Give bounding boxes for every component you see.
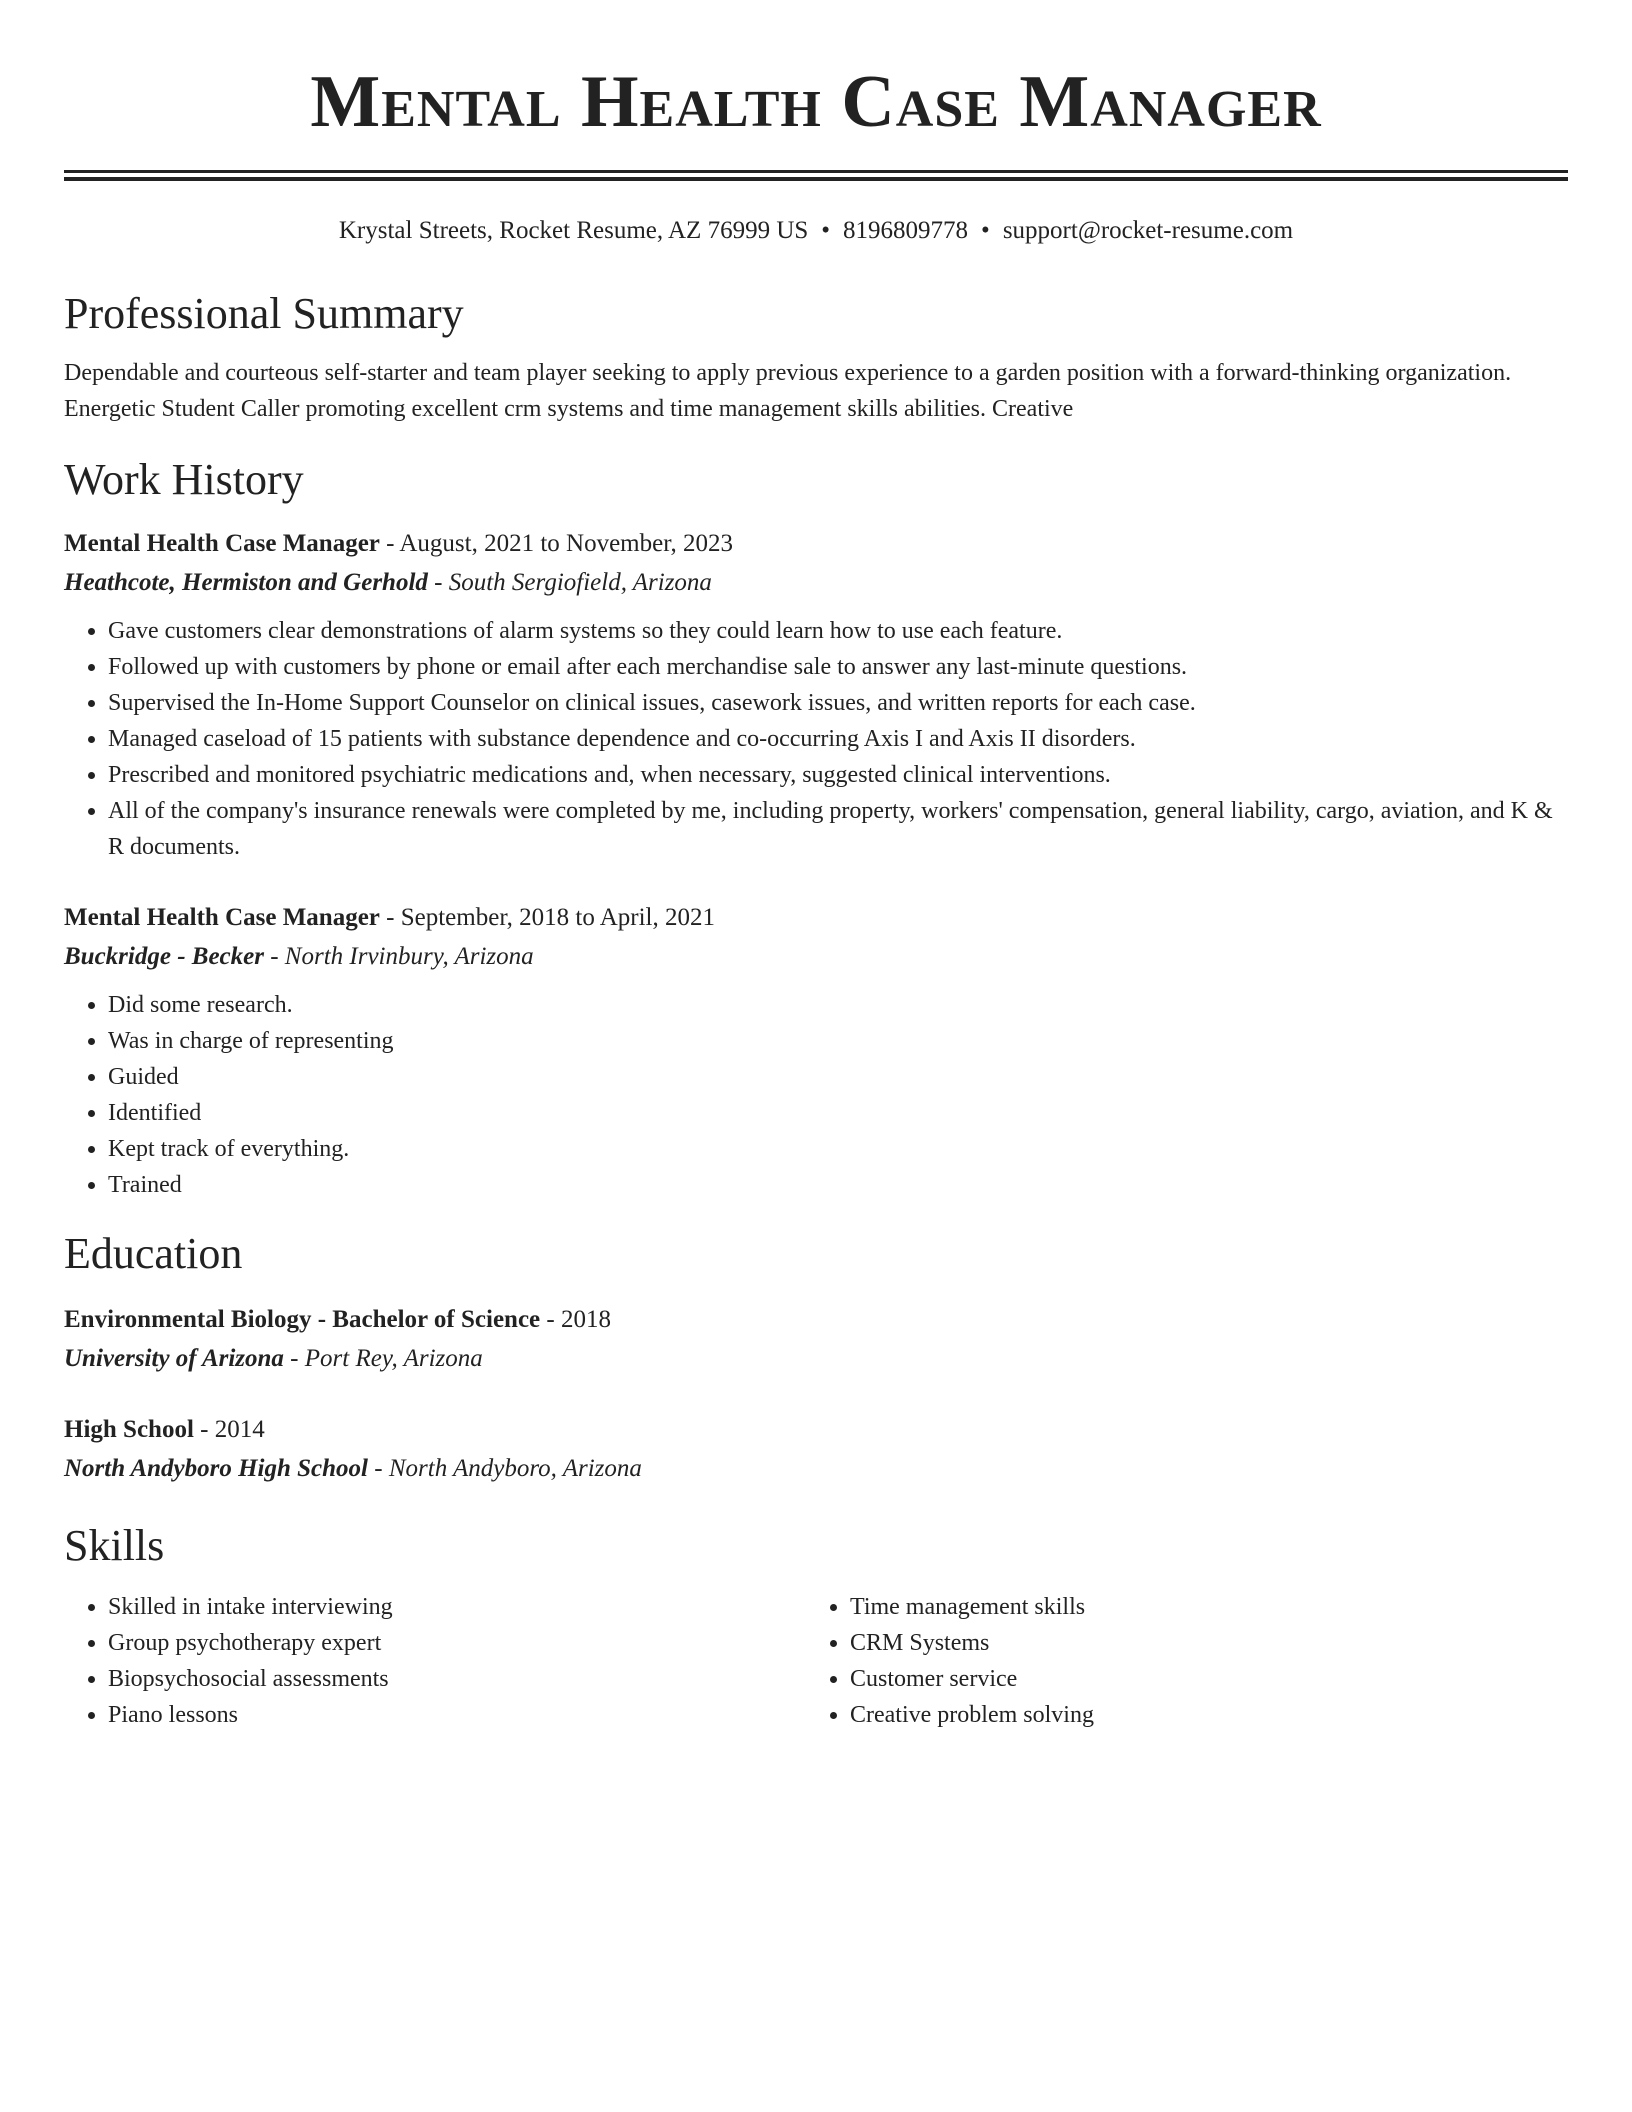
skill-item: • Skilled in intake interviewing bbox=[108, 1589, 806, 1625]
education-degree: High School bbox=[64, 1416, 194, 1443]
job-duty: • Guided bbox=[108, 1059, 1568, 1095]
job-entry bbox=[64, 525, 1568, 865]
skill-item: • CRM Systems bbox=[850, 1625, 1548, 1661]
education-school: University of Arizona bbox=[64, 1345, 284, 1372]
title-double-rule bbox=[64, 170, 1568, 181]
skill-item: • Customer service bbox=[850, 1661, 1548, 1697]
contact-email: support@rocket-resume.com bbox=[1002, 217, 1294, 244]
skill-item: • Piano lessons bbox=[108, 1697, 806, 1733]
dash: - bbox=[386, 904, 395, 931]
job-title-line bbox=[64, 525, 1568, 563]
contact-separator: • bbox=[981, 217, 990, 244]
skill-item: • Creative problem solving bbox=[850, 1697, 1548, 1733]
education-school-line bbox=[64, 1339, 1568, 1379]
contact-line bbox=[64, 215, 1568, 247]
work-history-heading: Work History bbox=[64, 455, 304, 504]
contact-separator: • bbox=[821, 217, 831, 244]
job-role: Mental Health Case Manager bbox=[64, 904, 380, 931]
job-duty: • Kept track of everything. bbox=[108, 1131, 1568, 1167]
job-duty: • Managed caseload of 15 patients with substance dependence and co-occurring Axis I and Axis II disorders. bbox=[108, 721, 1568, 757]
education-year: 2014 bbox=[214, 1416, 265, 1443]
job-duty: • Did some research. bbox=[108, 987, 1568, 1023]
education-degree-line bbox=[64, 1301, 1568, 1339]
education-entry bbox=[64, 1411, 1568, 1489]
education-location: North Andyboro, Arizona bbox=[388, 1455, 642, 1482]
contact-address: Krystal Streets, Rocket Resume, AZ 76999 US bbox=[338, 217, 809, 244]
job-duties-list bbox=[64, 987, 1568, 1203]
job-entry bbox=[64, 899, 1568, 1203]
dash: - bbox=[200, 1416, 209, 1443]
skills-list-left bbox=[64, 1589, 806, 1733]
education-degree: Environmental Biology - Bachelor of Science bbox=[64, 1306, 541, 1333]
skill-item: • Biopsychosocial assessments bbox=[108, 1661, 806, 1697]
resume-title: Mental Health Case Manager bbox=[310, 61, 1322, 143]
contact-phone: 8196809778 bbox=[843, 217, 969, 244]
dash: - bbox=[386, 530, 395, 557]
job-duty: • Was in charge of representing bbox=[108, 1023, 1568, 1059]
job-title-line bbox=[64, 899, 1568, 937]
education-school-line bbox=[64, 1449, 1568, 1489]
education-year: 2018 bbox=[560, 1306, 611, 1333]
summary-heading: Professional Summary bbox=[64, 289, 464, 338]
skills-columns bbox=[64, 1589, 1568, 1733]
job-company: Heathcote, Hermiston and Gerhold bbox=[64, 569, 428, 596]
job-duty: • Followed up with customers by phone or email after each merchandise sale to answer any last-minute questions. bbox=[108, 649, 1568, 685]
job-duty: • Supervised the In-Home Support Counselor on clinical issues, casework issues, and written reports for each case. bbox=[108, 685, 1568, 721]
education-entry bbox=[64, 1301, 1568, 1379]
job-duty: • Prescribed and monitored psychiatric medications and, when necessary, suggested clinical interventions. bbox=[108, 757, 1568, 793]
job-company-line bbox=[64, 937, 1568, 977]
dash: - bbox=[374, 1455, 383, 1482]
skills-heading: Skills bbox=[64, 1521, 165, 1570]
summary-text: Dependable and courteous self-starter and team player seeking to apply previous experience to a garden position with a forward-thinking organization. Energetic Student Caller promoting excellent crm systems and time management skills abilities. Creative bbox=[64, 360, 1512, 422]
job-dates: September, 2018 to April, 2021 bbox=[400, 904, 715, 931]
skills-list-right bbox=[806, 1589, 1548, 1733]
job-company: Buckridge - Becker bbox=[64, 943, 264, 970]
education-location: Port Rey, Arizona bbox=[304, 1345, 483, 1372]
education-heading: Education bbox=[64, 1229, 243, 1278]
job-duty: • Trained bbox=[108, 1167, 1568, 1203]
job-dates: August, 2021 to November, 2023 bbox=[399, 530, 734, 557]
job-location: South Sergiofield, Arizona bbox=[448, 569, 712, 596]
dash: - bbox=[290, 1345, 299, 1372]
skill-item: • Time management skills bbox=[850, 1589, 1548, 1625]
dash: - bbox=[270, 943, 279, 970]
job-role: Mental Health Case Manager bbox=[64, 530, 380, 557]
dash: - bbox=[434, 569, 443, 596]
skill-item: • Group psychotherapy expert bbox=[108, 1625, 806, 1661]
education-school: North Andyboro High School bbox=[64, 1455, 369, 1482]
job-duty: • All of the company's insurance renewals were completed by me, including property, workers' compensation, general liability, cargo, aviation, and K & R documents. bbox=[108, 793, 1568, 865]
job-duty: • Gave customers clear demonstrations of alarm systems so they could learn how to use each feature. bbox=[108, 613, 1568, 649]
education-degree-line bbox=[64, 1411, 1568, 1449]
job-duty: • Identified bbox=[108, 1095, 1568, 1131]
job-duties-list bbox=[64, 613, 1568, 865]
job-location: North Irvinbury, Arizona bbox=[284, 943, 534, 970]
job-company-line bbox=[64, 563, 1568, 603]
dash: - bbox=[546, 1306, 555, 1333]
